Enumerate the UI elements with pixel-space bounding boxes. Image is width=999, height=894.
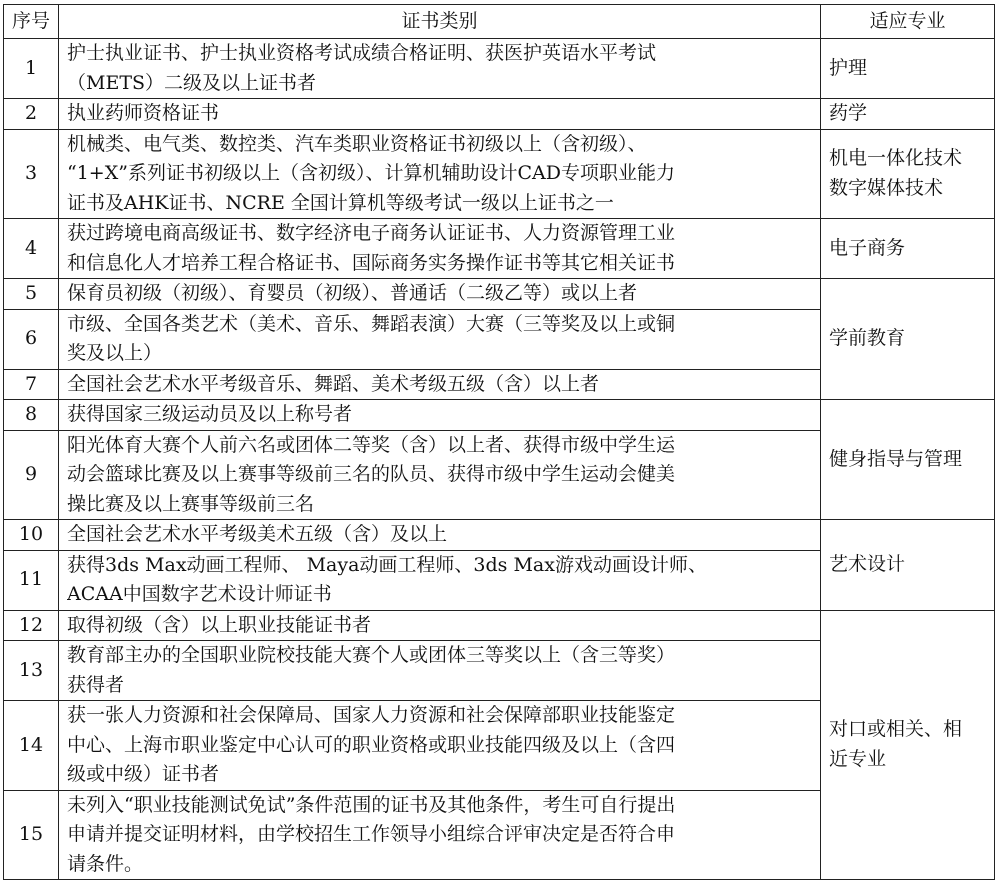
applicable-major-cell	[821, 279, 995, 400]
certificate-category-cell	[59, 550, 821, 610]
row-index: 11	[4, 550, 59, 610]
header-row	[4, 5, 995, 39]
certificate-category-cell	[59, 309, 821, 369]
applicable-major-line: 健身指导与管理	[829, 447, 963, 470]
applicable-major-cell	[821, 610, 995, 880]
certificate-category-line: 动会篮球比赛及以上赛事等级前三名的队员、获得市级中学生运动会健美	[67, 463, 676, 485]
certificate-table	[3, 4, 995, 880]
row-index: 14	[4, 701, 59, 791]
applicable-major-line: 对口或相关、相	[829, 718, 963, 741]
certificate-category-cell	[59, 369, 821, 400]
certificate-category-cell	[59, 279, 821, 310]
certificate-category-cell	[59, 99, 821, 130]
certificate-category-line: 执业药师资格证书	[67, 102, 220, 124]
row-index: 7	[4, 369, 59, 400]
table-row	[4, 279, 995, 310]
applicable-major-line: 机电一体化技术	[829, 147, 963, 170]
certificate-category-line: （METS）二级及以上证书者	[67, 71, 317, 94]
table-row	[4, 99, 995, 130]
applicable-major-line: 近专业	[829, 747, 887, 770]
certificate-category-line: 护士执业证书、护士执业资格考试成绩合格证明、获医护英语水平考试	[67, 42, 657, 64]
applicable-major-line: 电子商务	[829, 236, 906, 259]
certificate-category-line: 请条件。	[67, 852, 144, 875]
certificate-category-line: 获得者	[67, 673, 125, 696]
row-index: 9	[4, 430, 59, 520]
certificate-category-line: 中心、上海市职业鉴定中心认可的职业资格或职业技能四级及以上（含四	[67, 733, 676, 756]
row-index: 6	[4, 309, 59, 369]
certificate-category-line: 级或中级）证书者	[67, 763, 220, 785]
applicable-major-line: 药学	[829, 102, 868, 124]
certificate-category-line: 教育部主办的全国职业院校技能大赛个人或团体三等奖以上（含三等奖）	[67, 644, 676, 666]
table-row	[4, 219, 995, 279]
certificate-category-cell	[59, 219, 821, 279]
certificate-category-cell	[59, 39, 821, 99]
row-index: 2	[4, 99, 59, 130]
header-category: 证书类别	[59, 5, 821, 39]
table-row	[4, 39, 995, 99]
certificate-table-container	[3, 4, 995, 880]
applicable-major-cell	[821, 99, 995, 130]
certificate-category-line: 市级、全国各类艺术（美术、音乐、舞蹈表演）大赛（三等奖及以上或铜	[67, 312, 676, 335]
header-index: 序号	[4, 5, 59, 39]
applicable-major-line: 护理	[829, 56, 868, 79]
certificate-category-line: 奖及以上）	[67, 342, 163, 364]
certificate-category-line: 获一张人力资源和社会保障局、国家人力资源和社会保障部职业技能鉴定	[67, 704, 676, 726]
table-row	[4, 400, 995, 431]
certificate-category-line: 保育员初级（初级）、育婴员（初级）、普通话（二级乙等）或以上者	[67, 282, 638, 304]
row-index: 13	[4, 641, 59, 701]
certificate-category-line: 未列入“职业技能测试免试”条件范围的证书及其他条件，考生可自行提出	[67, 793, 676, 816]
row-index: 4	[4, 219, 59, 279]
certificate-category-line: 取得初级（含）以上职业技能证书者	[67, 613, 372, 636]
certificate-category-cell	[59, 520, 821, 551]
certificate-category-line: 获得国家三级运动员及以上称号者	[67, 403, 353, 425]
certificate-category-line: 获得3ds Max动画工程师、 Maya动画工程师、3ds Max游戏动画设计师、	[67, 553, 707, 576]
certificate-category-line: 申请并提交证明材料，由学校招生工作领导小组综合评审决定是否符合申	[67, 823, 676, 845]
certificate-category-cell	[59, 400, 821, 431]
certificate-category-line: 机械类、电气类、数控类、汽车类职业资格证书初级以上（含初级）、	[67, 132, 647, 155]
table-row	[4, 129, 995, 219]
applicable-major-line: 数字媒体技术	[829, 176, 944, 199]
certificate-category-cell	[59, 790, 821, 880]
certificate-category-line: 证书及AHK证书、NCRE 全国计算机等级考试一级以上证书之一	[67, 191, 614, 214]
applicable-major-cell	[821, 129, 995, 219]
certificate-category-line: 全国社会艺术水平考级音乐、舞蹈、美术考级五级（含）以上者	[67, 372, 600, 395]
certificate-category-line: 全国社会艺术水平考级美术五级（含）及以上	[67, 523, 448, 545]
certificate-category-cell	[59, 701, 821, 791]
applicable-major-cell	[821, 400, 995, 520]
certificate-category-cell	[59, 610, 821, 641]
table-row	[4, 520, 995, 551]
certificate-category-line: ACAA中国数字艺术设计师证书	[67, 583, 332, 605]
row-index: 1	[4, 39, 59, 99]
row-index: 8	[4, 400, 59, 431]
certificate-category-line: 和信息化人才培养工程合格证书、国际商务实务操作证书等其它相关证书	[67, 251, 676, 274]
applicable-major-cell	[821, 39, 995, 99]
applicable-major-cell	[821, 520, 995, 611]
table-row	[4, 610, 995, 641]
applicable-major-cell	[821, 219, 995, 279]
row-index: 12	[4, 610, 59, 641]
header-major: 适应专业	[821, 5, 995, 39]
certificate-category-line: 获过跨境电商高级证书、数字经济电子商务认证证书、人力资源管理工业	[67, 222, 676, 244]
certificate-category-cell	[59, 430, 821, 520]
certificate-category-cell	[59, 641, 821, 701]
certificate-category-line: 操比赛及以上赛事等级前三名	[67, 492, 315, 515]
applicable-major-line: 艺术设计	[829, 553, 906, 575]
certificate-category-cell	[59, 129, 821, 219]
table-body	[4, 39, 995, 880]
applicable-major-line: 学前教育	[829, 327, 906, 350]
row-index: 3	[4, 129, 59, 219]
row-index: 10	[4, 520, 59, 551]
row-index: 15	[4, 790, 59, 880]
certificate-category-line: 阳光体育大赛个人前六名或团体二等奖（含）以上者、获得市级中学生运	[67, 433, 676, 456]
certificate-category-line: “1+X”系列证书初级以上（含初级）、计算机辅助设计CAD专项职业能力	[67, 162, 675, 184]
row-index: 5	[4, 279, 59, 310]
